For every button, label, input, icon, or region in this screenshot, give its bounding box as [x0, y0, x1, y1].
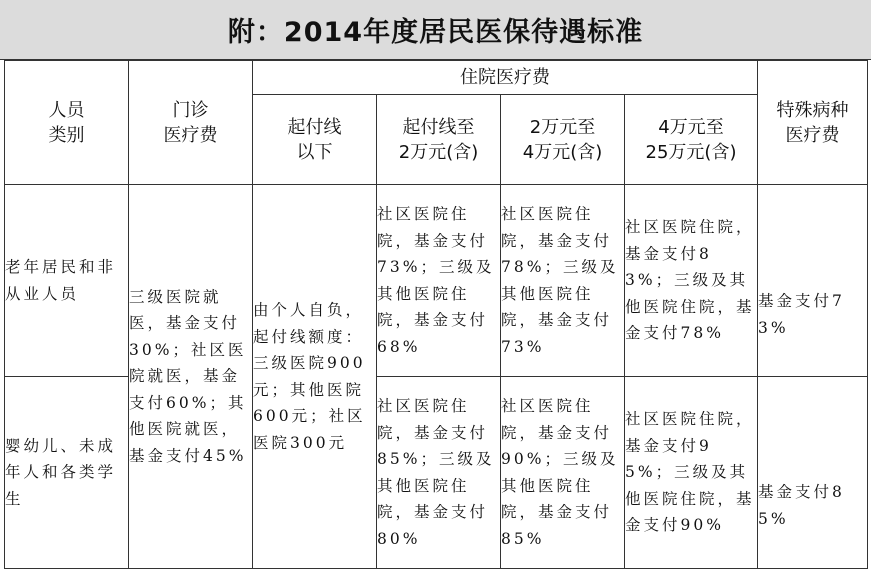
header-40250-line1: 4万元至	[658, 116, 724, 138]
header-category	[5, 61, 129, 185]
header-category-line1: 人员	[48, 99, 85, 121]
row1-40k-250k: 社区医院住院，基金支付83%；三级及其他医院住院，基金支付78%	[625, 185, 758, 377]
header-40k-250k	[625, 95, 758, 185]
header-special-line1: 特殊病种	[776, 99, 849, 121]
header-special-disease	[758, 61, 868, 185]
header-row-top	[5, 61, 868, 95]
row1-category: 老年居民和非从业人员	[5, 185, 129, 377]
row2-threshold-20k: 社区医院住院，基金支付85%；三级及其他医院住院，基金支付80%	[377, 377, 501, 569]
header-below-line2: 以下	[296, 141, 333, 163]
header-inpatient-group: 住院医疗费	[253, 61, 758, 95]
header-category-line2: 类别	[48, 124, 85, 146]
row2-special-disease: 基金支付85%	[758, 377, 868, 569]
page-title: 附：2014年度居民医保待遇标准	[227, 17, 644, 48]
table-row	[5, 185, 868, 377]
row1-threshold-20k: 社区医院住院，基金支付73%；三级及其他医院住院，基金支付68%	[377, 185, 501, 377]
header-40250-line2: 25万元(含)	[645, 141, 737, 163]
header-threshold-20k	[377, 95, 501, 185]
title-bar	[0, 0, 871, 60]
header-below-threshold	[253, 95, 377, 185]
row2-40k-250k: 社区医院住院，基金支付95%；三级及其他医院住院，基金支付90%	[625, 377, 758, 569]
benefit-table	[4, 60, 868, 569]
header-2040-line2: 4万元(含)	[522, 141, 603, 163]
header-t20k-line1: 起付线至	[402, 116, 475, 138]
header-20k-40k	[501, 95, 625, 185]
header-outpatient-line2: 医疗费	[163, 124, 218, 146]
header-2040-line1: 2万元至	[529, 116, 596, 138]
row1-20k-40k: 社区医院住院，基金支付78%；三级及其他医院住院，基金支付73%	[501, 185, 625, 377]
row2-category: 婴幼儿、未成年人和各类学生	[5, 377, 129, 569]
row2-20k-40k: 社区医院住院，基金支付90%；三级及其他医院住院，基金支付85%	[501, 377, 625, 569]
below-threshold-cell: 由个人自负，起付线额度：三级医院900元；其他医院600元；社区医院300元	[253, 185, 377, 569]
header-outpatient-line1: 门诊	[172, 99, 209, 121]
header-outpatient	[129, 61, 253, 185]
header-below-line1: 起付线	[287, 116, 342, 138]
header-t20k-line2: 2万元(含)	[398, 141, 479, 163]
header-special-line2: 医疗费	[785, 124, 840, 146]
row1-special-disease: 基金支付73%	[758, 185, 868, 377]
outpatient-cell: 三级医院就医，基金支付30%；社区医院就医，基金支付60%；其他医院就医，基金支付45%	[129, 185, 253, 569]
